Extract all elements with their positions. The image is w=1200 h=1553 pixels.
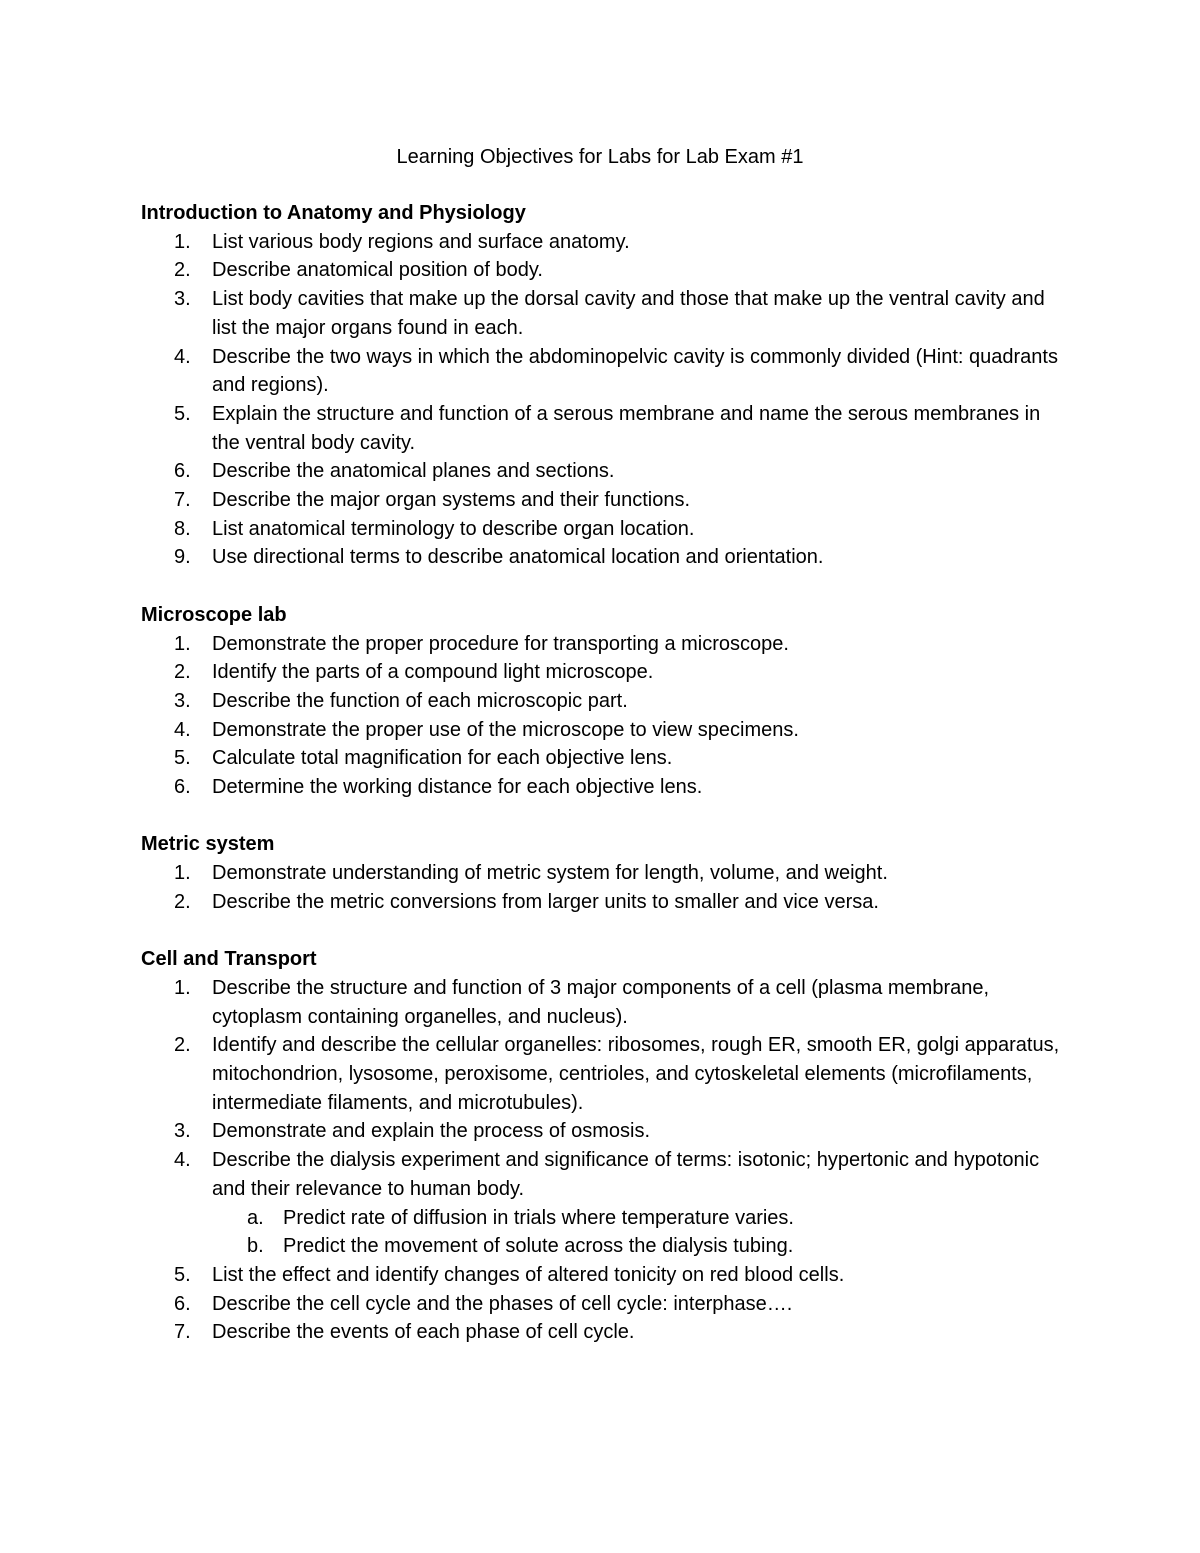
list-item [141, 773, 1061, 802]
section-metric-system [141, 830, 1061, 916]
item-text: Describe the metric conversions from larger units to smaller and vice versa. [212, 890, 879, 913]
item-text: Describe the structure and function of 3 major components of a cell (plasma membrane, cytoplasm containing organelles, and nucleus). [212, 976, 990, 1028]
item-number: 2. [174, 890, 191, 913]
item-number: 4. [174, 1149, 191, 1172]
item-number: 2. [174, 1034, 191, 1057]
item-text: Describe the dialysis experiment and significance of terms: isotonic; hypertonic and hypotonic and their relevance to human body. [212, 1149, 1040, 1200]
item-text: Use directional terms to describe anatomical location and orientation. [212, 546, 824, 569]
item-number: 9. [174, 546, 191, 569]
sub-item-letter: a. [247, 1206, 264, 1229]
list-item [141, 974, 1061, 1031]
objectives-list [141, 228, 1061, 572]
item-number: 5. [174, 747, 191, 770]
document-title: Learning Objectives for Labs for Lab Exam #1 [396, 146, 804, 168]
item-number: 7. [174, 1321, 191, 1344]
list-item [141, 1318, 1061, 1347]
item-number: 1. [174, 862, 191, 885]
item-number: 3. [174, 288, 191, 311]
sub-item-letter: b. [247, 1235, 264, 1258]
item-number: 5. [174, 1263, 191, 1286]
item-text: List body cavities that make up the dorsal cavity and those that make up the ventral cavity and list the major organs found in each. [212, 288, 1045, 339]
list-item [141, 457, 1061, 486]
list-item [141, 515, 1061, 544]
item-text: Demonstrate the proper procedure for transporting a microscope. [212, 632, 789, 655]
item-number: 4. [174, 718, 191, 741]
item-text: Describe the cell cycle and the phases of cell cycle: interphase…. [212, 1292, 793, 1315]
list-item [141, 400, 1061, 457]
section-heading: Microscope lab [141, 603, 287, 626]
section-microscope-lab [141, 601, 1061, 802]
item-number: 1. [174, 632, 191, 655]
section-introduction [141, 199, 1061, 572]
section-heading: Metric system [141, 833, 275, 856]
list-item [141, 343, 1061, 400]
list-item [141, 630, 1061, 659]
item-text: Describe the events of each phase of cell cycle. [212, 1321, 635, 1344]
item-number: 3. [174, 1120, 191, 1143]
sub-item-text: Predict rate of diffusion in trials where temperature varies. [283, 1206, 794, 1229]
item-text: Describe the function of each microscopic part. [212, 689, 628, 712]
list-item [141, 486, 1061, 515]
list-item [141, 744, 1061, 773]
item-text: Demonstrate understanding of metric system for length, volume, and weight. [212, 862, 888, 885]
item-number: 1. [174, 230, 191, 253]
item-text: Describe the two ways in which the abdominopelvic cavity is commonly divided (Hint: quadrants and regions). [212, 345, 1058, 397]
item-text: Identify the parts of a compound light microscope. [212, 661, 654, 684]
item-number: 6. [174, 776, 191, 799]
item-text: Describe the major organ systems and their functions. [212, 489, 690, 512]
item-text: List various body regions and surface anatomy. [212, 230, 630, 253]
item-number: 8. [174, 517, 191, 540]
list-item [141, 285, 1061, 342]
item-text: Calculate total magnification for each objective lens. [212, 747, 673, 770]
item-text: Identify and describe the cellular organelles: ribosomes, rough ER, smooth ER, golgi apparatus, mitochondrion, lysosome, peroxisome, centrioles, and cytoskeletal elements (microfilaments, intermediate filaments, and microtubules). [212, 1034, 1060, 1114]
objectives-list [141, 974, 1061, 1347]
sub-list-item [212, 1204, 1061, 1233]
sub-item-text: Predict the movement of solute across the dialysis tubing. [283, 1235, 794, 1258]
item-text: Describe anatomical position of body. [212, 259, 543, 282]
item-text: Describe the anatomical planes and sections. [212, 460, 615, 483]
item-number: 1. [174, 976, 191, 999]
item-text: List anatomical terminology to describe organ location. [212, 517, 695, 540]
item-text: List the effect and identify changes of altered tonicity on red blood cells. [212, 1263, 845, 1286]
list-item [141, 1261, 1061, 1290]
item-number: 2. [174, 661, 191, 684]
list-item [141, 1031, 1061, 1117]
item-number: 6. [174, 1292, 191, 1315]
list-item [141, 256, 1061, 285]
section-heading: Introduction to Anatomy and Physiology [141, 202, 526, 224]
objectives-list [141, 859, 1061, 916]
item-number: 5. [174, 402, 191, 425]
list-item [141, 1117, 1061, 1146]
item-number: 2. [174, 259, 191, 282]
item-number: 4. [174, 345, 191, 368]
list-item [141, 658, 1061, 687]
item-number: 7. [174, 489, 191, 512]
list-item [141, 716, 1061, 745]
list-item [141, 859, 1061, 888]
objectives-list [141, 630, 1061, 802]
list-item [141, 543, 1061, 572]
section-heading: Cell and Transport [141, 948, 317, 971]
item-text: Demonstrate the proper use of the microscope to view specimens. [212, 718, 799, 741]
list-item [141, 888, 1061, 917]
sub-list-item [212, 1232, 1061, 1261]
item-text: Demonstrate and explain the process of osmosis. [212, 1120, 650, 1143]
document-body [141, 199, 1061, 1347]
item-number: 6. [174, 460, 191, 483]
list-item [141, 1146, 1061, 1261]
list-item [141, 1290, 1061, 1319]
list-item [141, 228, 1061, 257]
sub-objectives-list [212, 1204, 1061, 1261]
item-text: Determine the working distance for each objective lens. [212, 776, 703, 799]
section-cell-and-transport [141, 945, 1061, 1347]
item-number: 3. [174, 689, 191, 712]
list-item [141, 687, 1061, 716]
item-text: Explain the structure and function of a serous membrane and name the serous membranes in the ventral body cavity. [212, 402, 1041, 454]
